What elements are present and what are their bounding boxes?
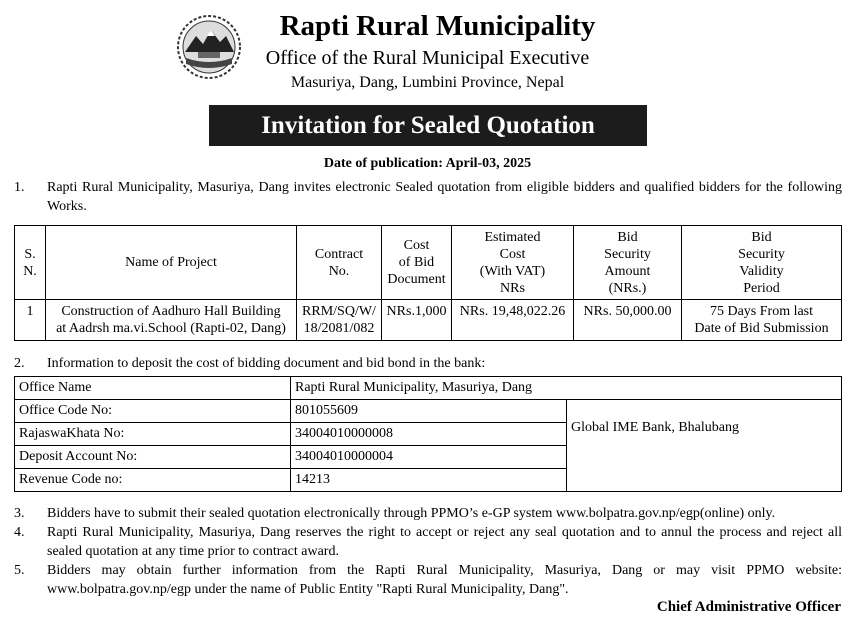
row-security: NRs. 50,000.00 — [574, 300, 682, 341]
item-number: 5. — [14, 563, 25, 578]
header-sn: S. N. — [15, 226, 46, 300]
item-text: Rapti Rural Municipality, Masuriya, Dang reserves the right to accept or reject any seal quotation and to annul the process and reject all sealed quotation at any time prior to contract award. — [47, 525, 842, 559]
table-header-row — [15, 226, 842, 300]
header-validity: Bid Security Validity Period — [682, 226, 842, 300]
works-table — [14, 225, 842, 341]
item-text: Bidders have to submit their sealed quotation electronically through PPMO’s e-GP system www.bolpatra.gov.np/egp(online) only. — [47, 506, 776, 521]
table-row — [15, 300, 842, 341]
row-sn: 1 — [15, 300, 46, 341]
row-contract: RRM/SQ/W/ 18/2081/082 — [297, 300, 382, 341]
item-4 — [14, 523, 842, 561]
row-label: RajaswaKhata No: — [15, 423, 291, 446]
item-3 — [14, 504, 842, 523]
office-address: Masuriya, Dang, Lumbini Province, Nepal — [290, 74, 565, 91]
header-estimated: Estimated Cost (With VAT) NRs — [452, 226, 574, 300]
item-number: 4. — [14, 525, 25, 540]
table-row — [15, 377, 842, 400]
table-row — [15, 400, 842, 423]
header-project: Name of Project — [46, 226, 297, 300]
municipality-title: Rapti Rural Municipality — [279, 10, 596, 42]
bank-info-table — [14, 376, 842, 492]
signature: Chief Administrative Officer — [656, 599, 841, 615]
header-cost: Cost of Bid Document — [382, 226, 452, 300]
item-5 — [14, 561, 842, 599]
row-cost: NRs.1,000 — [382, 300, 452, 341]
item-number: 3. — [14, 506, 25, 521]
item-1 — [14, 178, 842, 216]
row-value: 801055609 — [291, 400, 567, 423]
item-2 — [14, 354, 842, 373]
bank-name: Global IME Bank, Bhalubang — [567, 400, 842, 492]
header-security: Bid Security Amount (NRs.) — [574, 226, 682, 300]
notice-title-banner: Invitation for Sealed Quotation — [209, 105, 647, 146]
row-estimated: NRs. 19,48,022.26 — [452, 300, 574, 341]
row-project: Construction of Aadhuro Hall Building at Aadrsh ma.vi.School (Rapti-02, Dang) — [46, 300, 297, 341]
item-number: 2. — [14, 356, 25, 371]
row-value: 14213 — [291, 469, 567, 492]
row-value: 34004010000004 — [291, 446, 567, 469]
office-name-value: Rapti Rural Municipality, Masuriya, Dang — [291, 377, 842, 400]
item-text: Rapti Rural Municipality, Masuriya, Dang invites electronic Sealed quotation from eligible bidders and qualified bidders for the following Works. — [47, 180, 842, 214]
row-label: Office Code No: — [15, 400, 291, 423]
office-name-label: Office Name — [15, 377, 291, 400]
publication-date: Date of publication: April-03, 2025 — [323, 156, 532, 171]
header-contract: Contract No. — [297, 226, 382, 300]
row-label: Deposit Account No: — [15, 446, 291, 469]
office-name: Office of the Rural Municipal Executive — [265, 47, 590, 69]
row-value: 34004010000008 — [291, 423, 567, 446]
row-label: Revenue Code no: — [15, 469, 291, 492]
item-text: Bidders may obtain further information from the Rapti Rural Municipality, Masuriya, Dang or may visit PPMO website: www.bolpatra.gov.np/egp under the name of Public Entity "Rapti Rural Municipality, Dang". — [47, 563, 842, 597]
item-number: 1. — [14, 180, 25, 195]
item-text: Information to deposit the cost of bidding document and bid bond in the bank: — [47, 356, 486, 371]
row-validity: 75 Days From last Date of Bid Submission — [682, 300, 842, 341]
